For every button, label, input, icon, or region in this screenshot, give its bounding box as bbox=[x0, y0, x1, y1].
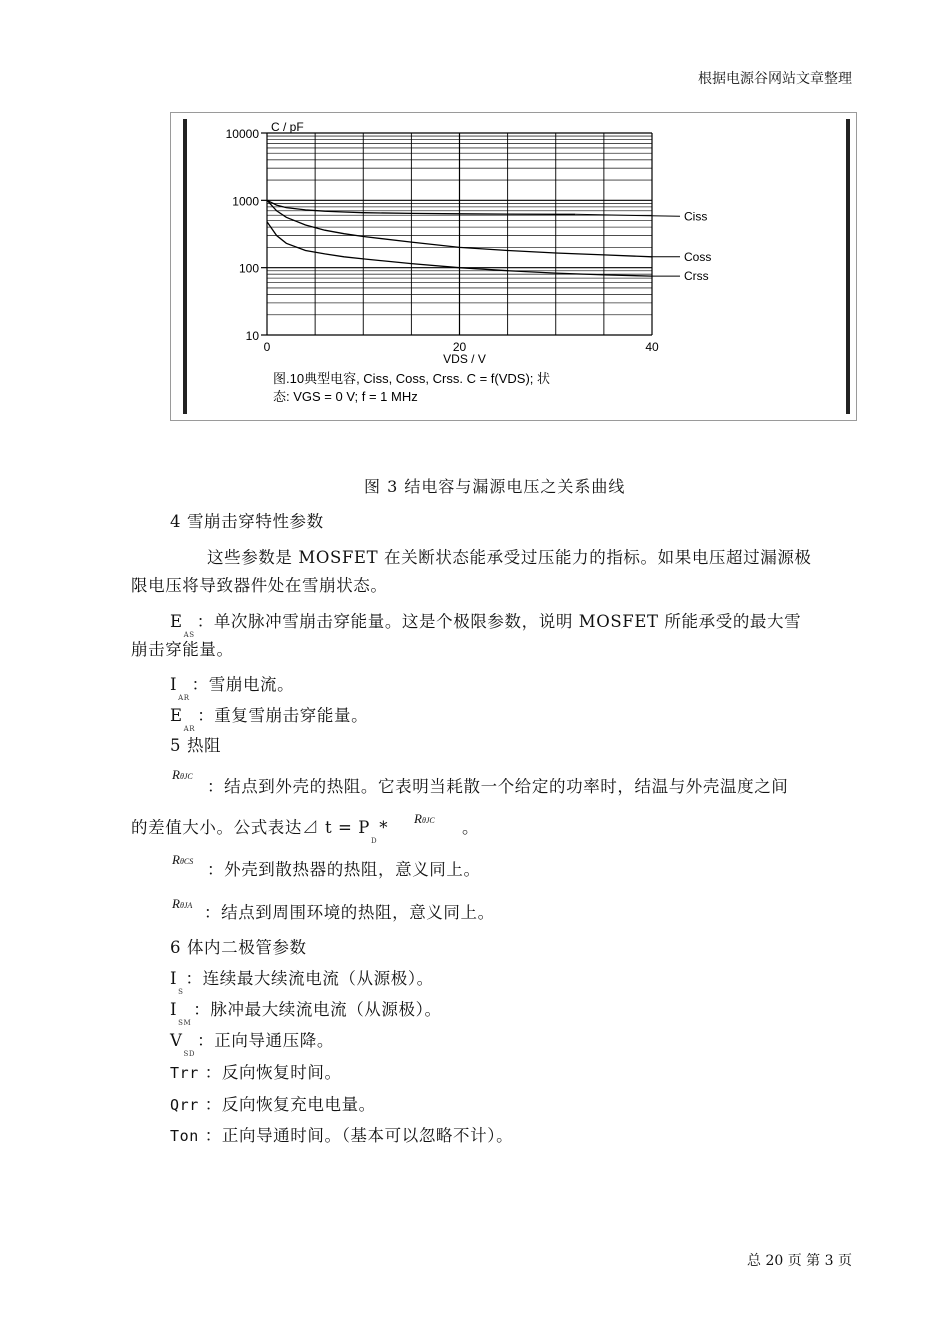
x-tick-label: 20 bbox=[452, 340, 467, 354]
pd-subscript: D bbox=[371, 837, 378, 845]
chart-panel bbox=[183, 119, 850, 414]
trr-text: ：反向恢复时间。 bbox=[204, 1063, 342, 1082]
series-ciss-line bbox=[267, 200, 575, 214]
y-tick-label: 1000 bbox=[232, 194, 259, 209]
figure-caption: 图 3 结电容与漏源电压之关系曲线 bbox=[364, 477, 626, 496]
ton-line bbox=[170, 1124, 513, 1148]
rjc-subscript: θJC bbox=[179, 772, 193, 781]
section-5-title: 5 热阻 bbox=[170, 736, 222, 755]
inner-caption-line1: 图.10典型电容, Ciss, Coss, Crss. C = f(VDS); 状 bbox=[273, 371, 551, 386]
series-crss-label: Crss bbox=[684, 269, 709, 284]
iar-symbol: I bbox=[170, 675, 178, 694]
x-axis-label: VDS / V bbox=[443, 352, 486, 366]
rjc-symbol: RθJC bbox=[172, 767, 193, 782]
ear-line bbox=[170, 704, 368, 731]
is-subscript: S bbox=[178, 988, 184, 996]
rcs-subscript: θCS bbox=[179, 857, 194, 866]
rja-text: ：结点到周围环境的热阻，意义同上。 bbox=[204, 903, 495, 922]
figure-frame bbox=[170, 112, 857, 421]
eas-line2: 崩击穿能量。 bbox=[131, 640, 234, 659]
ton-symbol: Ton bbox=[170, 1127, 199, 1145]
is-text: ：连续最大续流电流（从源极）。 bbox=[185, 969, 434, 988]
eas-symbol: E bbox=[170, 612, 183, 631]
inner-caption-line2: 态: VGS = 0 V; f = 1 MHz bbox=[273, 389, 418, 404]
page-header: 根据电源谷网站文章整理 bbox=[698, 71, 852, 87]
trr-line bbox=[170, 1061, 342, 1085]
rjc-formula: 的差值大小。公式表达⊿ t = P bbox=[131, 818, 370, 837]
section-4-title: 4 雪崩击穿特性参数 bbox=[170, 512, 324, 531]
x-tick-label: 40 bbox=[645, 340, 659, 354]
rjc-line2 bbox=[131, 816, 388, 843]
ear-symbol: E bbox=[170, 706, 183, 725]
y-tick-label: 10000 bbox=[225, 127, 259, 141]
ism-line bbox=[170, 998, 442, 1025]
qrr-line bbox=[170, 1093, 376, 1117]
ism-text: ：脉冲最大续流电流（从源极）。 bbox=[193, 1000, 442, 1019]
qrr-text: ：反向恢复充电电量。 bbox=[204, 1095, 376, 1114]
is-line bbox=[170, 967, 434, 994]
ism-symbol: I bbox=[170, 1000, 178, 1019]
ism-subscript: SM bbox=[178, 1019, 192, 1027]
ton-text: ：正向导通时间。（基本可以忽略不计）。 bbox=[204, 1126, 514, 1145]
rjc-formula-symbol: RθJC bbox=[414, 811, 435, 826]
vsd-subscript: SD bbox=[183, 1050, 196, 1058]
eas-text: ：单次脉冲雪崩击穿能量。这是个极限参数，说明 MOSFET 所能承受的最大雪 bbox=[196, 612, 802, 631]
y-tick-label: 100 bbox=[238, 261, 259, 276]
capacitance-chart bbox=[187, 119, 838, 414]
rjc-formula-end: 。 bbox=[462, 818, 480, 837]
ear-subscript: AR bbox=[183, 725, 196, 733]
eas-subscript: AS bbox=[183, 631, 195, 639]
page-footer: 总 20 页 第 3 页 bbox=[747, 1253, 852, 1269]
rja-symbol: RθJA bbox=[172, 896, 193, 911]
vsd-text: ：正向导通压降。 bbox=[197, 1031, 334, 1050]
section-4-para-line1: 这些参数是 MOSFET 在关断状态能承受过压能力的指标。如果电压超过漏源极 bbox=[207, 548, 812, 567]
iar-text: ：雪崩电流。 bbox=[191, 675, 295, 694]
is-symbol: I bbox=[170, 969, 178, 988]
trr-symbol: Trr bbox=[170, 1064, 199, 1082]
formula-star: * bbox=[379, 818, 389, 837]
section-6-title: 6 体内二极管参数 bbox=[170, 938, 307, 957]
qrr-symbol: Qrr bbox=[170, 1096, 199, 1114]
section-4-para-line2: 限电压将导致器件处在雪崩状态。 bbox=[131, 576, 388, 595]
eas-line1 bbox=[170, 610, 801, 637]
rja-subscript: θJA bbox=[179, 901, 193, 910]
x-tick-label: 0 bbox=[263, 340, 271, 354]
iar-line bbox=[170, 673, 294, 700]
rcs-text: ：外壳到散热器的热阻，意义同上。 bbox=[207, 860, 481, 879]
series-coss-label: Coss bbox=[684, 249, 712, 264]
y-tick-label: 10 bbox=[245, 329, 259, 343]
rjc-line1: ：结点到外壳的热阻。它表明当耗散一个给定的功率时，结温与外壳温度之间 bbox=[207, 777, 789, 796]
rcs-symbol: RθCS bbox=[172, 852, 194, 867]
vsd-symbol: V bbox=[170, 1031, 183, 1050]
iar-subscript: AR bbox=[178, 694, 190, 702]
series-ciss-label: Ciss bbox=[684, 209, 708, 224]
vsd-line bbox=[170, 1029, 334, 1056]
y-axis-label: C / pF bbox=[271, 120, 304, 134]
ear-text: ：重复雪崩击穿能量。 bbox=[197, 706, 369, 725]
